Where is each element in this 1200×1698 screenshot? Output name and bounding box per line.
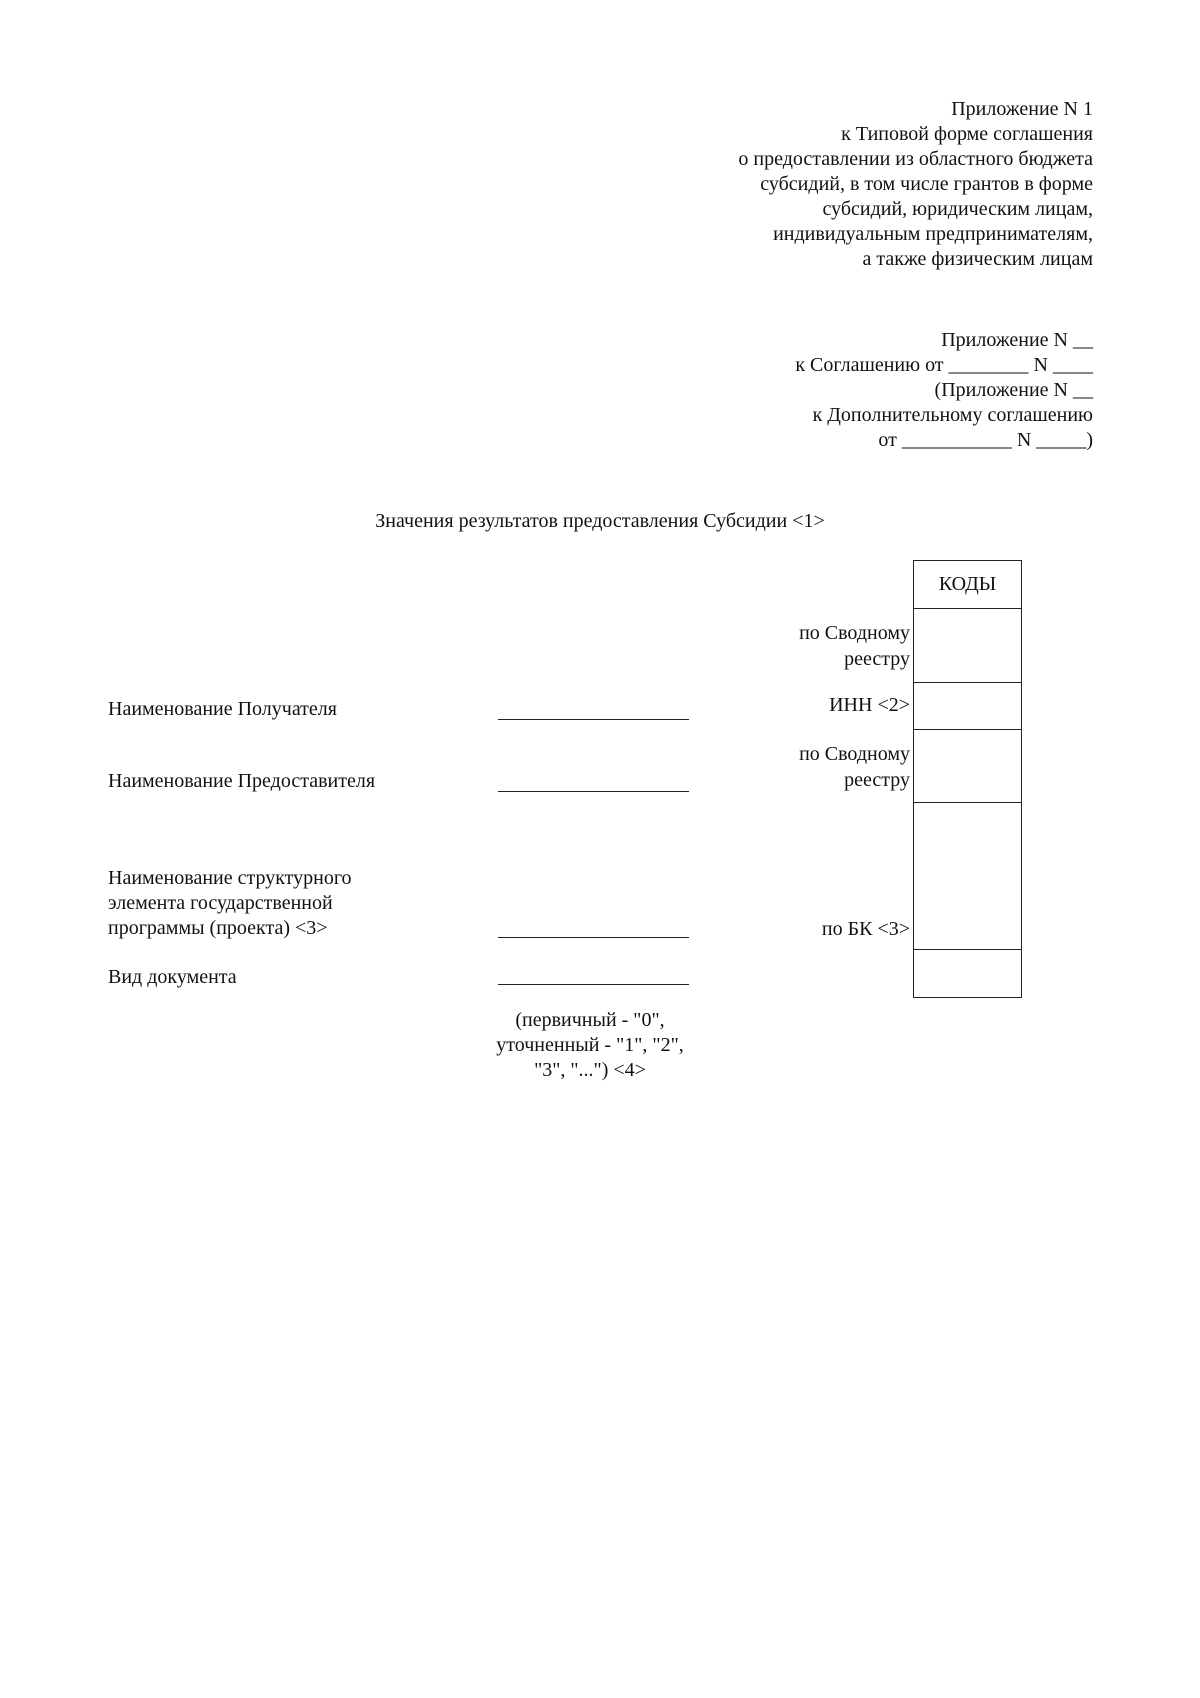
appendix-1-line: субсидий, юридическим лицам,	[822, 198, 1093, 220]
inn-code-cell[interactable]	[914, 683, 1021, 730]
doc-type-code-cell[interactable]	[914, 950, 1021, 997]
provider-label: Наименование Предоставителя	[108, 770, 376, 792]
page-title: Значения результатов предоставления Субсидии <1>	[375, 510, 825, 532]
appendix-1-header	[738, 97, 1093, 272]
doc-type-note-line: (первичный - "0",	[515, 1009, 665, 1031]
svod-reestr-label-line: реестру	[844, 648, 910, 670]
structural-element-label	[108, 866, 352, 941]
structural-element-label-line: Наименование структурного	[108, 867, 352, 889]
appendix-agreement-line: Приложение N __	[941, 329, 1093, 351]
svod-reestr-label-line: по Сводному	[799, 743, 910, 765]
appendix-1-line: о предоставлении из областного бюджета	[738, 148, 1093, 170]
appendix-1-line: субсидий, в том числе грантов в форме	[760, 173, 1093, 195]
bk-code-cell[interactable]	[914, 803, 1021, 950]
structural-element-label-line: элемента государственной	[108, 892, 333, 914]
doc-type-note	[470, 1008, 710, 1083]
codes-table	[913, 560, 1022, 998]
appendix-1-line: к Типовой форме соглашения	[841, 123, 1093, 145]
appendix-agreement-header	[795, 328, 1093, 453]
provider-field[interactable]	[498, 791, 689, 792]
appendix-1-line: Приложение N 1	[951, 98, 1093, 120]
doc-type-field[interactable]	[498, 984, 689, 985]
structural-element-label-line: программы (проекта) <3>	[108, 917, 328, 939]
doc-type-note-line: "3", "...") <4>	[534, 1059, 646, 1081]
svod-reestr-label-line: по Сводному	[799, 622, 910, 644]
svod-reestr-label-1	[799, 620, 910, 672]
svod-reestr-code-cell-2[interactable]	[914, 730, 1021, 803]
appendix-agreement-line: (Приложение N __	[934, 379, 1093, 401]
appendix-agreement-line: к Дополнительному соглашению	[812, 404, 1093, 426]
svod-reestr-label-2	[799, 741, 910, 793]
appendix-agreement-line: от ___________ N _____)	[878, 429, 1093, 451]
svod-reestr-label-line: реестру	[844, 769, 910, 791]
bk-label: по БК <3>	[821, 918, 910, 940]
svod-reestr-code-cell-1[interactable]	[914, 609, 1021, 683]
appendix-1-line: а также физическим лицам	[862, 248, 1093, 270]
recipient-label: Наименование Получателя	[108, 698, 337, 720]
doc-type-note-line: уточненный - "1", "2",	[496, 1034, 684, 1056]
doc-type-label: Вид документа	[108, 966, 237, 988]
structural-element-field[interactable]	[498, 937, 689, 938]
inn-label: ИНН <2>	[829, 694, 910, 716]
appendix-1-line: индивидуальным предпринимателям,	[773, 223, 1093, 245]
recipient-field[interactable]	[498, 719, 689, 720]
appendix-agreement-line: к Соглашению от ________ N ____	[795, 354, 1093, 376]
codes-header: КОДЫ	[914, 561, 1021, 609]
